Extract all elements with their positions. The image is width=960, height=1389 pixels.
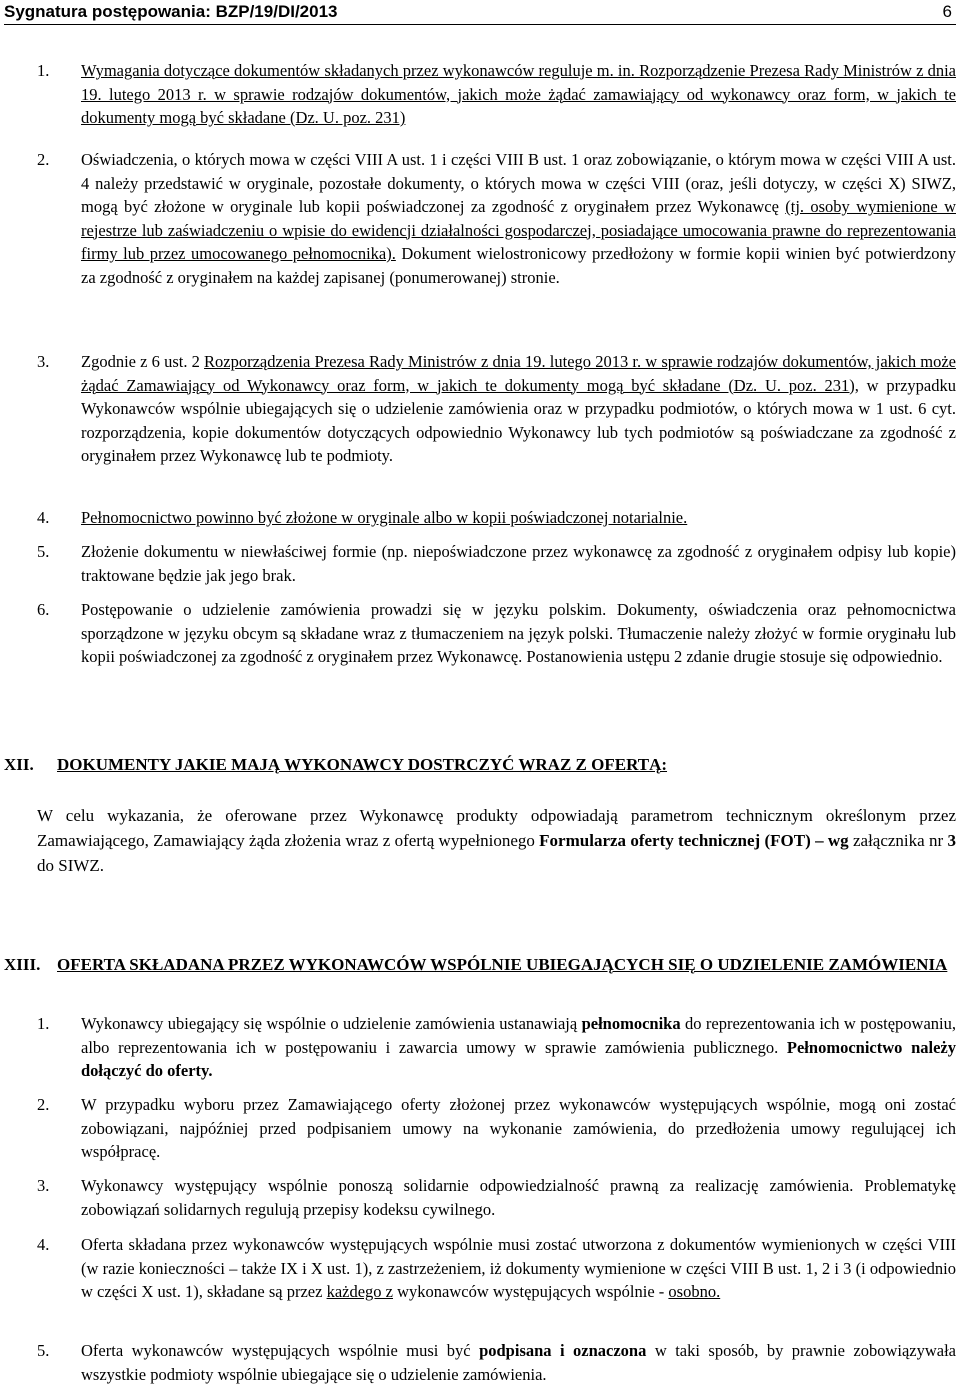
item-text: Złożenie dokumentu w niewłaściwej formie (np. niepoświadczone przez wykonawcę za zgodność z oryginałem odpisy lub kopie) traktowane będzie jak jego brak.: [81, 542, 956, 585]
item-text-part: do reprezentowania ich w postępowaniu, albo reprezentowania ich w postępowaniu i zawarcia umowy w sprawie zamówienia publicznego.: [81, 1014, 956, 1057]
item-bold-text: Pełnomocnictwo należy dołączyć do oferty.: [81, 1037, 956, 1080]
item-text-part: Zgodnie z 6 ust. 2: [81, 352, 205, 371]
item-number: 4.: [37, 1235, 50, 1254]
item-number: 1.: [37, 61, 50, 80]
item-number: 2.: [37, 1095, 50, 1114]
item-number: 4.: [37, 508, 50, 527]
item-text-underlined: Rozporządzenia Prezesa Rady Ministrów z dnia 19. lutego 2013 r. w sprawie rodzajów dokumentów, jakich może żądać Zamawiający od Wykonawcy oraz form, w jakich te dokumenty mogą być składane (Dz. U. poz. 231),: [81, 352, 956, 395]
item-text-underlined: każdego z: [326, 1282, 393, 1301]
item-number: 6.: [37, 600, 50, 619]
section-xii-paragraph: [37, 803, 956, 878]
page-header: [4, 0, 956, 25]
item-number: 5.: [37, 1341, 50, 1360]
item-text-part: w przypadku Wykonawców wspólnie ubiegających się o udzielenie zamówienia oraz w przypadku podmiotów, o których mowa w 1 ust. 6 cyt. rozporządzenia, kopie dokumentów dotyczących odpowiednio Wykonawcy lub tych podmiotów są poświadczane za zgodność z oryginałem przez Wykonawcę lub te podmioty.: [81, 375, 956, 465]
item-text-part: Wykonawcy ubiegający się wspólnie o udzielenie zamówienia ustanawiają: [81, 1014, 582, 1033]
section-number: XII.: [4, 755, 34, 774]
item-text: [81, 1012, 956, 1083]
item-text-part: w taki sposób, by prawnie zobowiązywała wszystkie podmioty wspólnie ubiegające się o udzielenie zamówienia.: [81, 1341, 957, 1384]
para-text: załącznika nr: [848, 831, 948, 850]
item-text: [81, 59, 956, 130]
item-number: 3.: [37, 1176, 50, 1195]
item-text-underlined: osobno.: [668, 1282, 721, 1301]
section-title: DOKUMENTY JAKIE MAJĄ WYKONAWCY DOSTRCZYĆ WRAZ Z OFERTĄ:: [57, 755, 668, 774]
item-text-underlined: Pełnomocnictwo powinno być złożone w oryginale albo w kopii poświadczonej notarialnie.: [81, 508, 688, 527]
item-number: 2.: [37, 150, 50, 169]
item-text: W przypadku wyboru przez Zamawiającego oferty złożonej przez wykonawców występujących wspólnie, mogą oni zostać zobowiązani, najpóźniej przed podpisaniem umowy na wykonanie zamówienia, do przedłożenia umowy regulującej ich współpracę.: [81, 1095, 956, 1161]
item-text-part: Oświadczenia, o których mowa w części VIII A ust. 1 i części VIII B ust. 1 oraz zobowiązanie, o którym mowa w części VIII A ust. 4 należy przedstawić w oryginale, pozostałe dokumenty, o których mowa w części VIII (oraz, jeśli dotyczy, w części X) SIWZ, mogą być złożone w oryginale lub kopii poświadczonej za zgodność z oryginałem przez Wykonawcę: [81, 150, 956, 216]
item-text: [81, 1339, 956, 1386]
item-text-part: wykonawców występujących wspólnie -: [393, 1282, 669, 1301]
section-number: XIII.: [4, 955, 41, 974]
para-bold-text: 3: [947, 831, 956, 850]
item-text: Postępowanie o udzielenie zamówienia prowadzi się w języku polskim. Dokumenty, oświadczenia oraz pełnomocnictwa sporządzone w języku obcym są składane wraz z tłumaczeniem na język polski. Tłumaczenie należy złożyć w formie oryginału lub kopii poświadczonej za zgodność z oryginałem przez Wykonawcę. Postanowienia ustępu 2 zdanie drugie stosuje się odpowiednio.: [81, 600, 956, 666]
item-text: [81, 1233, 956, 1304]
para-text: do SIWZ.: [37, 856, 105, 875]
item-number: 1.: [37, 1014, 50, 1033]
item-text-part: Oferta wykonawców występujących wspólnie musi być: [81, 1341, 480, 1360]
para-bold-text: Formularza oferty technicznej (FOT) – wg: [539, 831, 849, 850]
item-text: Wykonawcy występujący wspólnie ponoszą solidarnie odpowiedzialność prawną za realizację zamówienia. Problematykę zobowiązań solidarnych regulują przepisy kodeksu cywilnego.: [81, 1176, 956, 1219]
item-text-part: Dokument wielostronicowy przedłożony w formie kopii winien być potwierdzony za zgodność z oryginałem na każdej zapisanej (ponumerowanej) stronie.: [81, 244, 956, 287]
header-title: Sygnatura postępowania: BZP/19/DI/2013: [4, 2, 338, 21]
item-text: [81, 350, 956, 468]
item-text-part: Oferta składana przez wykonawców występujących wspólnie musi zostać utworzona z dokumentów wymienionych w części VIII (w razie konieczności – także IX i X ust. 1), z zastrzeżeniem, iż dokumenty wymienione w części VIII B ust. 1, 2 i 3 (i odpowiednio w części X ust. 1), składane są przez: [81, 1235, 956, 1301]
item-text-underlined: Wymagania dotyczące dokumentów składanych przez wykonawców reguluje m. in. Rozporządzenie Prezesa Rady Ministrów z dnia 19. lutego 2013 r. w sprawie rodzajów dokumentów, jakich może żądać zamawiający od wykonawcy oraz form, w jakich te dokumenty mogą być składane (Dz. U. poz. 231): [81, 61, 956, 127]
item-text-underlined: (tj. osoby wymienione w rejestrze lub zaświadczeniu o wpisie do ewidencji działalności gospodarczej, posiadające umocowania prawne do reprezentowania firmy lub przez umocowanego pełnomocnika).: [81, 197, 956, 263]
item-text: [81, 148, 956, 289]
item-bold-text: podpisana i oznaczona: [479, 1341, 647, 1360]
section-title: OFERTA SKŁADANA PRZEZ WYKONAWCÓW WSPÓLNIE UBIEGAJĄCYCH SIĘ O UDZIELENIE ZAMÓWIENIA: [57, 955, 948, 974]
item-number: 3.: [37, 352, 50, 371]
page-number: 6: [942, 2, 952, 21]
para-text: W celu wykazania, że oferowane przez Wykonawcę produkty odpowiadają parametrom technicznym określonym przez Zamawiającego, Zamawiający żąda złożenia wraz z ofertą wypełnionego: [37, 806, 956, 850]
item-text: [81, 506, 956, 530]
item-bold-text: pełnomocnika: [581, 1014, 681, 1033]
item-number: 5.: [37, 542, 50, 561]
